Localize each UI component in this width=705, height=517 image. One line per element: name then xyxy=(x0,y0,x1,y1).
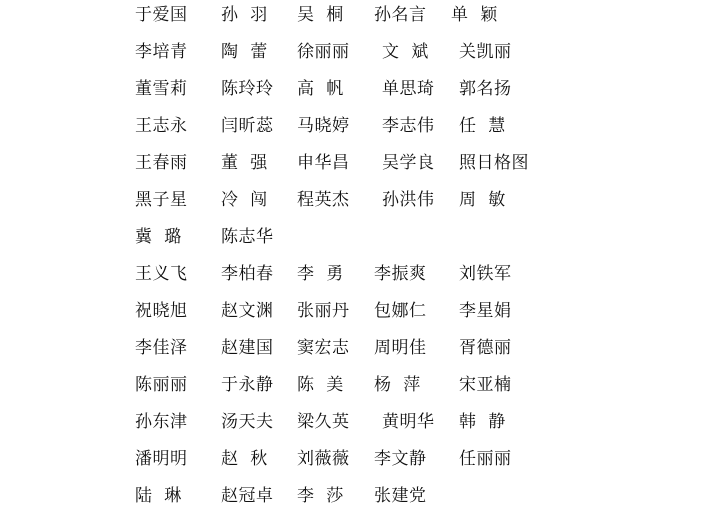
name-entry: 孙名言 xyxy=(374,5,427,25)
name-entry: 冀 璐 xyxy=(135,227,182,247)
name-entry: 陈 美 xyxy=(297,375,344,395)
name-entry: 吴学良 xyxy=(382,153,435,173)
name-entry: 李 勇 xyxy=(297,264,344,284)
name-row xyxy=(0,333,705,363)
name-entry: 文 斌 xyxy=(382,42,429,62)
name-entry: 宋亚楠 xyxy=(459,375,512,395)
name-entry: 李星娟 xyxy=(459,301,512,321)
name-entry: 王义飞 xyxy=(135,264,188,284)
name-entry: 张建党 xyxy=(374,486,427,506)
name-entry: 吴 桐 xyxy=(297,5,344,25)
name-entry: 陶 蕾 xyxy=(221,42,268,62)
name-entry: 李柏春 xyxy=(221,264,274,284)
name-entry: 张丽丹 xyxy=(297,301,350,321)
name-entry: 申华昌 xyxy=(297,153,350,173)
name-entry: 闫昕蕊 xyxy=(221,116,274,136)
name-entry: 单 颖 xyxy=(451,5,498,25)
name-entry: 杨 萍 xyxy=(374,375,421,395)
name-entry: 孙洪伟 xyxy=(382,190,435,210)
name-row xyxy=(0,444,705,474)
name-row xyxy=(0,37,705,67)
name-entry: 于永静 xyxy=(221,375,274,395)
name-row xyxy=(0,222,705,252)
name-entry: 黄明华 xyxy=(382,412,435,432)
name-entry: 单思琦 xyxy=(382,79,435,99)
name-entry: 梁久英 xyxy=(297,412,350,432)
name-entry: 刘铁军 xyxy=(459,264,512,284)
name-row xyxy=(0,407,705,437)
name-entry: 赵 秋 xyxy=(221,449,268,469)
name-entry: 李佳泽 xyxy=(135,338,188,358)
name-entry: 李 莎 xyxy=(297,486,344,506)
name-entry: 赵冠卓 xyxy=(221,486,274,506)
name-row xyxy=(0,111,705,141)
name-entry: 周明佳 xyxy=(374,338,427,358)
name-entry: 陈志华 xyxy=(221,227,274,247)
name-entry: 照日格图 xyxy=(459,153,529,173)
name-entry: 高 帆 xyxy=(297,79,344,99)
name-entry: 郭名扬 xyxy=(459,79,512,99)
name-entry: 孙东津 xyxy=(135,412,188,432)
name-entry: 汤天夫 xyxy=(221,412,274,432)
name-row xyxy=(0,481,705,511)
name-entry: 陈玲玲 xyxy=(221,79,274,99)
name-entry: 刘薇薇 xyxy=(297,449,350,469)
name-entry: 王春雨 xyxy=(135,153,188,173)
name-entry: 韩 静 xyxy=(459,412,506,432)
name-entry: 李文静 xyxy=(374,449,427,469)
name-entry: 陈丽丽 xyxy=(135,375,188,395)
name-entry: 陆 琳 xyxy=(135,486,182,506)
name-entry: 董 强 xyxy=(221,153,268,173)
name-row xyxy=(0,148,705,178)
name-entry: 窦宏志 xyxy=(297,338,350,358)
name-entry: 任 慧 xyxy=(459,116,506,136)
name-entry: 包娜仁 xyxy=(374,301,427,321)
name-entry: 黑子星 xyxy=(135,190,188,210)
name-entry: 赵文渊 xyxy=(221,301,274,321)
name-entry: 董雪莉 xyxy=(135,79,188,99)
name-entry: 冷 闯 xyxy=(221,190,268,210)
name-entry: 胥德丽 xyxy=(459,338,512,358)
name-row xyxy=(0,370,705,400)
name-row xyxy=(0,74,705,104)
name-entry: 关凯丽 xyxy=(459,42,512,62)
name-entry: 周 敏 xyxy=(459,190,506,210)
name-entry: 程英杰 xyxy=(297,190,350,210)
name-entry: 李志伟 xyxy=(382,116,435,136)
name-row xyxy=(0,259,705,289)
name-entry: 孙 羽 xyxy=(221,5,268,25)
name-row xyxy=(0,296,705,326)
name-row xyxy=(0,185,705,215)
name-entry: 马晓婷 xyxy=(297,116,350,136)
name-entry: 赵建国 xyxy=(221,338,274,358)
name-entry: 徐丽丽 xyxy=(297,42,350,62)
name-entry: 任丽丽 xyxy=(459,449,512,469)
name-entry: 李培青 xyxy=(135,42,188,62)
name-entry: 潘明明 xyxy=(135,449,188,469)
name-entry: 王志永 xyxy=(135,116,188,136)
name-row xyxy=(0,0,705,30)
name-entry: 祝晓旭 xyxy=(135,301,188,321)
name-entry: 于爱国 xyxy=(135,5,188,25)
name-entry: 李振爽 xyxy=(374,264,427,284)
